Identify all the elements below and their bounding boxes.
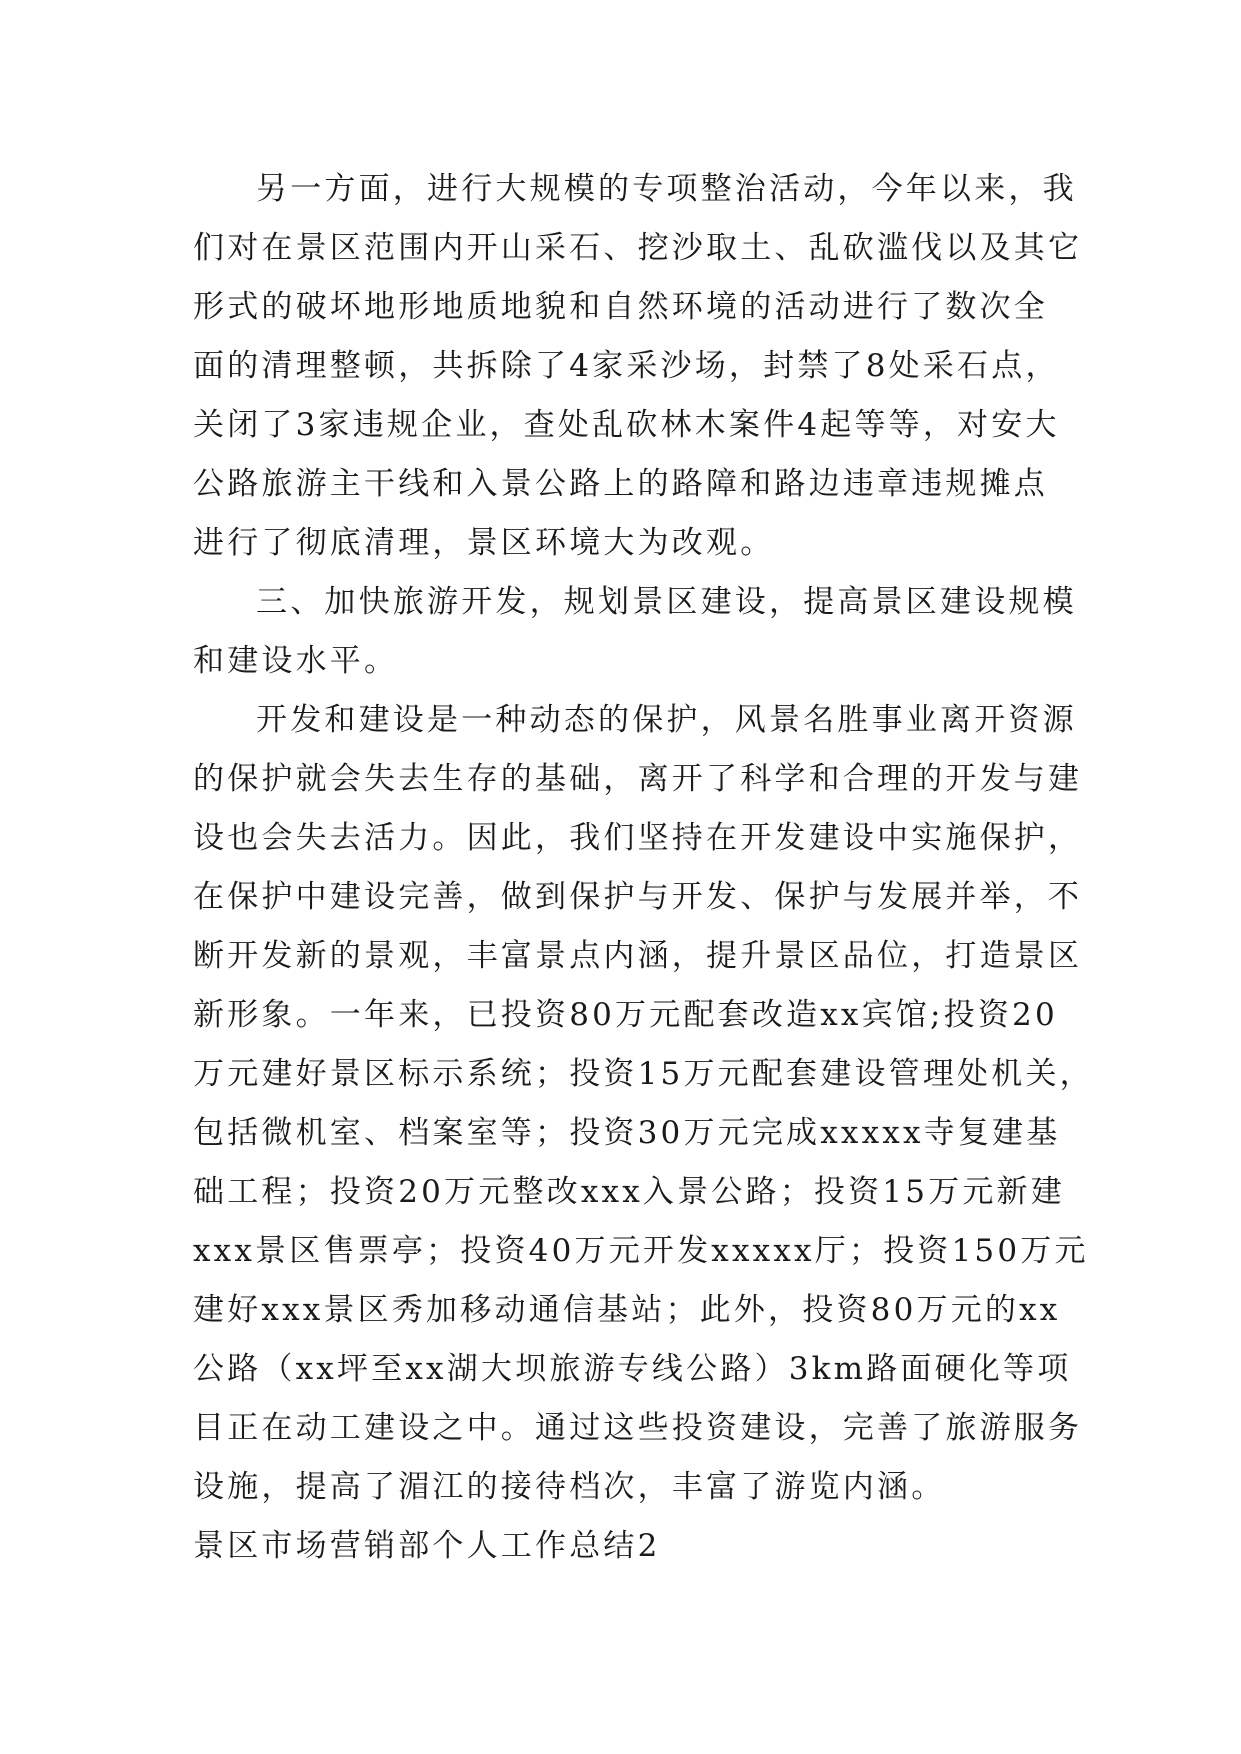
paragraph-line: 在保护中建设完善，做到保护与开发、保护与发展并举，不 — [193, 879, 1083, 915]
paragraph-line: 建好xxx景区秀加移动通信基站；此外，投资80万元的xx — [193, 1292, 1061, 1328]
paragraph-line: 包括微机室、档案室等；投资30万元完成xxxxx寺复建基 — [193, 1115, 1061, 1151]
paragraph-line: 断开发新的景观，丰富景点内涵，提升景区品位，打造景区 — [193, 938, 1083, 974]
paragraph-line: 目正在动工建设之中。通过这些投资建设，完善了旅游服务 — [193, 1410, 1083, 1446]
paragraph-line: 设施，提高了湄江的接待档次，丰富了游览内涵。 — [193, 1469, 946, 1505]
paragraph-line: 三、加快旅游开发，规划景区建设，提高景区建设规模 — [256, 584, 1077, 620]
paragraph-line: 另一方面，进行大规模的专项整治活动，今年以来，我 — [256, 171, 1077, 207]
paragraph-line: xxx景区售票亭；投资40万元开发xxxxx厅；投资150万元 — [193, 1233, 1089, 1269]
paragraph-line: 公路旅游主干线和入景公路上的路障和路边违章违规摊点 — [193, 466, 1048, 502]
paragraph-line: 们对在景区范围内开山采石、挖沙取土、乱砍滥伐以及其它 — [193, 230, 1083, 266]
paragraph-line: 面的清理整顿，共拆除了4家采沙场，封禁了8处采石点， — [193, 348, 1060, 384]
section-title: 景区市场营销部个人工作总结2 — [193, 1528, 661, 1564]
paragraph-line: 公路（xx坪至xx湖大坝旅游专线公路）3km路面硬化等项 — [193, 1351, 1072, 1387]
paragraph-line: 关闭了3家违规企业，查处乱砍林木案件4起等等，对安大 — [193, 407, 1060, 443]
paragraph-development-construction — [193, 691, 1094, 1517]
paragraph-line: 础工程；投资20万元整改xxx入景公路；投资15万元新建 — [193, 1174, 1065, 1210]
paragraph-line: 新形象。一年来，已投资80万元配套改造xx宾馆;投资20 — [193, 997, 1058, 1033]
section-heading-three — [193, 573, 1077, 691]
paragraph-line: 开发和建设是一种动态的保护，风景名胜事业离开资源 — [256, 702, 1077, 738]
paragraph-line: 进行了彻底清理，景区环境大为改观。 — [193, 525, 775, 561]
paragraph-line: 设也会失去活力。因此，我们坚持在开发建设中实施保护， — [193, 820, 1083, 856]
paragraph-line: 形式的破坏地形地质地貌和自然环境的活动进行了数次全 — [193, 289, 1048, 325]
paragraph-special-rectification — [193, 160, 1083, 573]
paragraph-line: 万元建好景区标示系统；投资15万元配套建设管理处机关， — [193, 1056, 1094, 1092]
paragraph-line: 的保护就会失去生存的基础，离开了科学和合理的开发与建 — [193, 761, 1083, 797]
document-body — [193, 160, 1094, 1576]
paragraph-line: 和建设水平。 — [193, 643, 399, 679]
